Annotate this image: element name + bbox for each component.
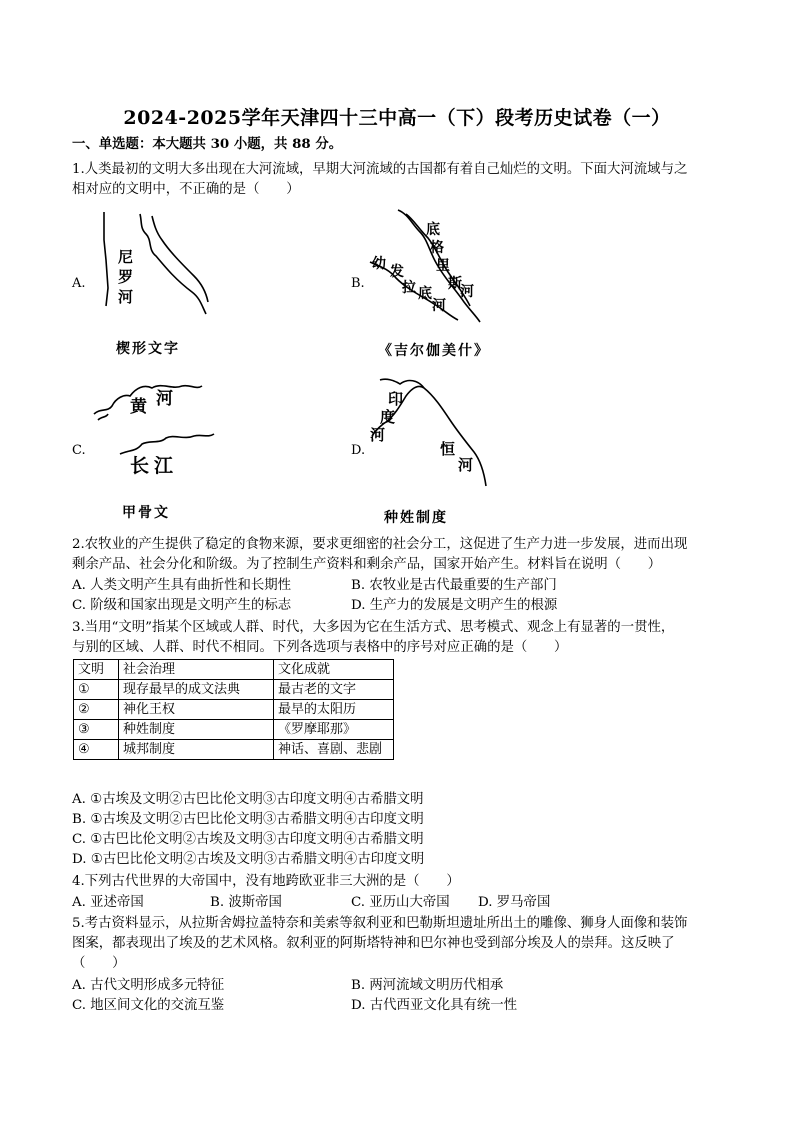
table-cell: 城邦制度 — [119, 740, 274, 760]
q2-option-a[interactable]: A. 人类文明产生具有曲折性和长期性 — [72, 578, 292, 593]
q1-option-d-caption: 种姓制度 — [384, 510, 448, 526]
q4-option-a[interactable]: A. 亚述帝国 — [72, 895, 144, 910]
q3-stem-line1: 3.当用“文明”指某个区域或人群、时代，大多因为它在生活方式、思考模式、观念上有显著的一贯性， — [72, 620, 675, 635]
q1-b-char-3: 里 — [436, 258, 450, 274]
table-cell: 《罗摩耶那》 — [274, 720, 394, 740]
q3-header-culture: 文化成就 — [274, 660, 394, 680]
q2-option-c[interactable]: C. 阶级和国家出现是文明产生的标志 — [72, 598, 292, 613]
q1-option-d-map — [366, 376, 490, 500]
q1-d-char-5: 河 — [458, 456, 474, 474]
q2-option-b[interactable]: B. 农牧业是古代最重要的生产部门 — [351, 578, 557, 593]
q1-d-char-2: 度 — [380, 408, 396, 426]
table-row — [74, 680, 394, 700]
q1-c-char-1: 黄 — [130, 397, 147, 417]
table-row — [74, 740, 394, 760]
q1-option-b-caption: 《吉尔伽美什》 — [378, 343, 490, 359]
q1-d-char-1: 印 — [388, 390, 404, 408]
table-cell: ② — [74, 700, 119, 720]
table-cell: ① — [74, 680, 119, 700]
page-title: 2024-2025学年天津四十三中高一（下）段考历史试卷（一） — [123, 107, 671, 129]
q3-option-b[interactable]: B. ①古埃及文明②古巴比伦文明③古希腊文明④古印度文明 — [72, 812, 424, 827]
q4-option-c[interactable]: C. 亚历山大帝国 — [351, 895, 450, 910]
q1-option-c-map — [90, 378, 220, 492]
table-cell: 最早的太阳历 — [274, 700, 394, 720]
q5-option-d[interactable]: D. 古代西亚文化具有统一性 — [351, 998, 518, 1013]
q3-header-governance: 社会治理 — [119, 660, 274, 680]
table-cell: 神话、喜剧、悲剧 — [274, 740, 394, 760]
q1-b-char-10: 河 — [432, 298, 446, 314]
q3-stem-line2: 与别的区域、人群、时代不相同。下列各选项与表格中的序号对应正确的是（ ） — [72, 640, 568, 655]
q1-b-char-4: 斯 — [448, 276, 462, 292]
q5-stem-line3: （ ） — [72, 956, 126, 971]
q1-a-river-char-3: 河 — [118, 288, 134, 306]
q1-option-b-label: B. — [351, 276, 365, 291]
q5-option-a[interactable]: A. 古代文明形成多元特征 — [72, 978, 225, 993]
q3-table-header — [74, 660, 394, 680]
q4-option-d[interactable]: D. 罗马帝国 — [478, 895, 551, 910]
q1-d-char-3: 河 — [370, 426, 386, 444]
q1-b-char-1: 底 — [426, 222, 440, 238]
q3-option-c[interactable]: C. ①古巴比伦文明②古埃及文明③古印度文明④古希腊文明 — [72, 832, 424, 847]
q5-option-c[interactable]: C. 地区间文化的交流互鉴 — [72, 998, 225, 1013]
q2-option-d[interactable]: D. 生产力的发展是文明产生的根源 — [351, 598, 558, 613]
q4-option-b[interactable]: B. 波斯帝国 — [210, 895, 282, 910]
q3-header-civilization: 文明 — [74, 660, 119, 680]
q1-c-char-3: 长 — [130, 455, 150, 477]
q1-b-char-9: 底 — [418, 286, 432, 302]
table-cell: 神化王权 — [119, 700, 274, 720]
q1-option-d-label: D. — [351, 443, 366, 458]
table-row — [74, 700, 394, 720]
q1-b-char-8: 拉 — [402, 280, 416, 296]
q1-option-a-caption: 楔形文字 — [116, 341, 180, 357]
table-cell: 种姓制度 — [119, 720, 274, 740]
table-cell: 现存最早的成文法典 — [119, 680, 274, 700]
table-cell: ③ — [74, 720, 119, 740]
table-row — [74, 720, 394, 740]
q1-b-char-7: 发 — [390, 264, 404, 280]
q1-option-b-map — [368, 206, 488, 330]
table-cell: 最古老的文字 — [274, 680, 394, 700]
q3-table — [73, 659, 394, 760]
table-cell: ④ — [74, 740, 119, 760]
q1-c-char-2: 河 — [156, 389, 173, 409]
q5-stem-line2: 图案，都表现出了埃及的艺术风格。叙利亚的阿斯塔特神和巴尔神也受到部分埃及人的崇拜。这反映了 — [72, 936, 675, 951]
q1-option-a-label: A. — [72, 276, 86, 291]
q1-stem-line1: 1.人类最初的文明大多出现在大河流域，早期大河流域的古国都有着自己灿烂的文明。下面大河流域与之 — [72, 162, 688, 177]
q1-option-c-caption: 甲骨文 — [122, 505, 170, 521]
q2-stem-line2: 剩余产品、社会分化和阶级。为了控制生产资料和剩余产品，国家开始产生。材料旨在说明（ ） — [72, 557, 662, 572]
q1-d-char-4: 恒 — [440, 440, 456, 458]
q1-a-river-char-1: 尼 — [118, 248, 134, 266]
q1-option-c-label: C. — [72, 443, 86, 458]
q3-option-a[interactable]: A. ①古埃及文明②古巴比伦文明③古印度文明④古希腊文明 — [72, 792, 424, 807]
q2-stem-line1: 2.农牧业的产生提供了稳定的食物来源，要求更细密的社会分工，这促进了生产力进一步发展，进而出现 — [72, 537, 688, 552]
q1-b-char-5: 河 — [460, 284, 474, 300]
q1-b-char-2: 格 — [430, 240, 444, 256]
q1-stem-line2: 相对应的文明中，不正确的是（ ） — [72, 182, 300, 197]
q4-stem: 4.下列古代世界的大帝国中，没有地跨欧亚非三大洲的是（ ） — [72, 874, 460, 889]
q1-c-char-4: 江 — [154, 455, 174, 477]
q1-b-char-6: 幼 — [372, 256, 386, 272]
q3-option-d[interactable]: D. ①古巴比伦文明②古埃及文明③古希腊文明④古印度文明 — [72, 852, 425, 867]
section-heading: 一、单选题：本大题共 30 小题，共 88 分。 — [72, 136, 343, 152]
q5-stem-line1: 5.考古资料显示，从拉斯舍姆拉盖特奈和美索等叙利亚和巴勒斯坦遗址所出土的雕像、狮身人面像和装饰 — [72, 916, 688, 931]
q1-a-river-char-2: 罗 — [118, 268, 134, 286]
q5-option-b[interactable]: B. 两河流域文明历代相承 — [351, 978, 504, 993]
q1-option-a-map — [96, 210, 216, 329]
